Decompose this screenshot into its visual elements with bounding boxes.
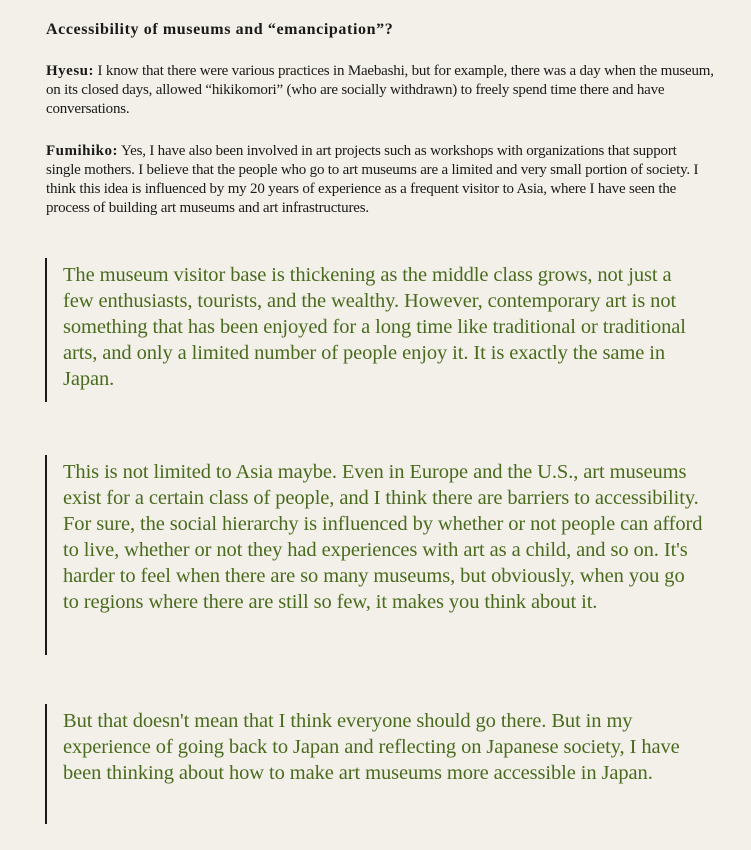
pull-quote-3: But that doesn't mean that I think everyone should go there. But in my experience of going back to Japan and reflecting on Japanese society, I have been thinking about how to make art museums more accessible in Japan. [45,704,705,824]
paragraph-text: Yes, I have also been involved in art projects such as workshops with organizations that support single mothers. I believe that the people who go to art museums are a limited and very small portion of society. I think this idea is influenced by my 20 years of experience as a frequent visitor to Asia, where I have seen the process of building art museums and art infrastructures. [46,143,699,216]
paragraph-fumihiko [46,142,714,218]
section-heading: Accessibility of museums and “emancipation”? [46,21,394,38]
pull-quote-2: This is not limited to Asia maybe. Even in Europe and the U.S., art museums exist for a certain class of people, and I think there are barriers to accessibility. For sure, the social hierarchy is influenced by whether or not people can afford to live, whether or not they had experiences with art as a child, and so on. It's harder to feel when there are so many museums, but obviously, when you go to regions where there are still so few, it makes you think about it. [45,455,705,655]
paragraph-text: I know that there were various practices in Maebashi, but for example, there was a day when the museum, on its closed days, allowed “hikikomori” (who are socially withdrawn) to freely spend time there and have conversations. [46,63,714,117]
pull-quote-1: The museum visitor base is thickening as the middle class grows, not just a few enthusiasts, tourists, and the wealthy. However, contemporary art is not something that has been enjoyed for a long time like traditional or traditional arts, and only a limited number of people enjoy it. It is exactly the same in Japan. [45,258,705,402]
paragraph-hyesu [46,62,714,119]
speaker-name: Fumihiko: [46,143,119,159]
speaker-name: Hyesu: [46,63,94,79]
